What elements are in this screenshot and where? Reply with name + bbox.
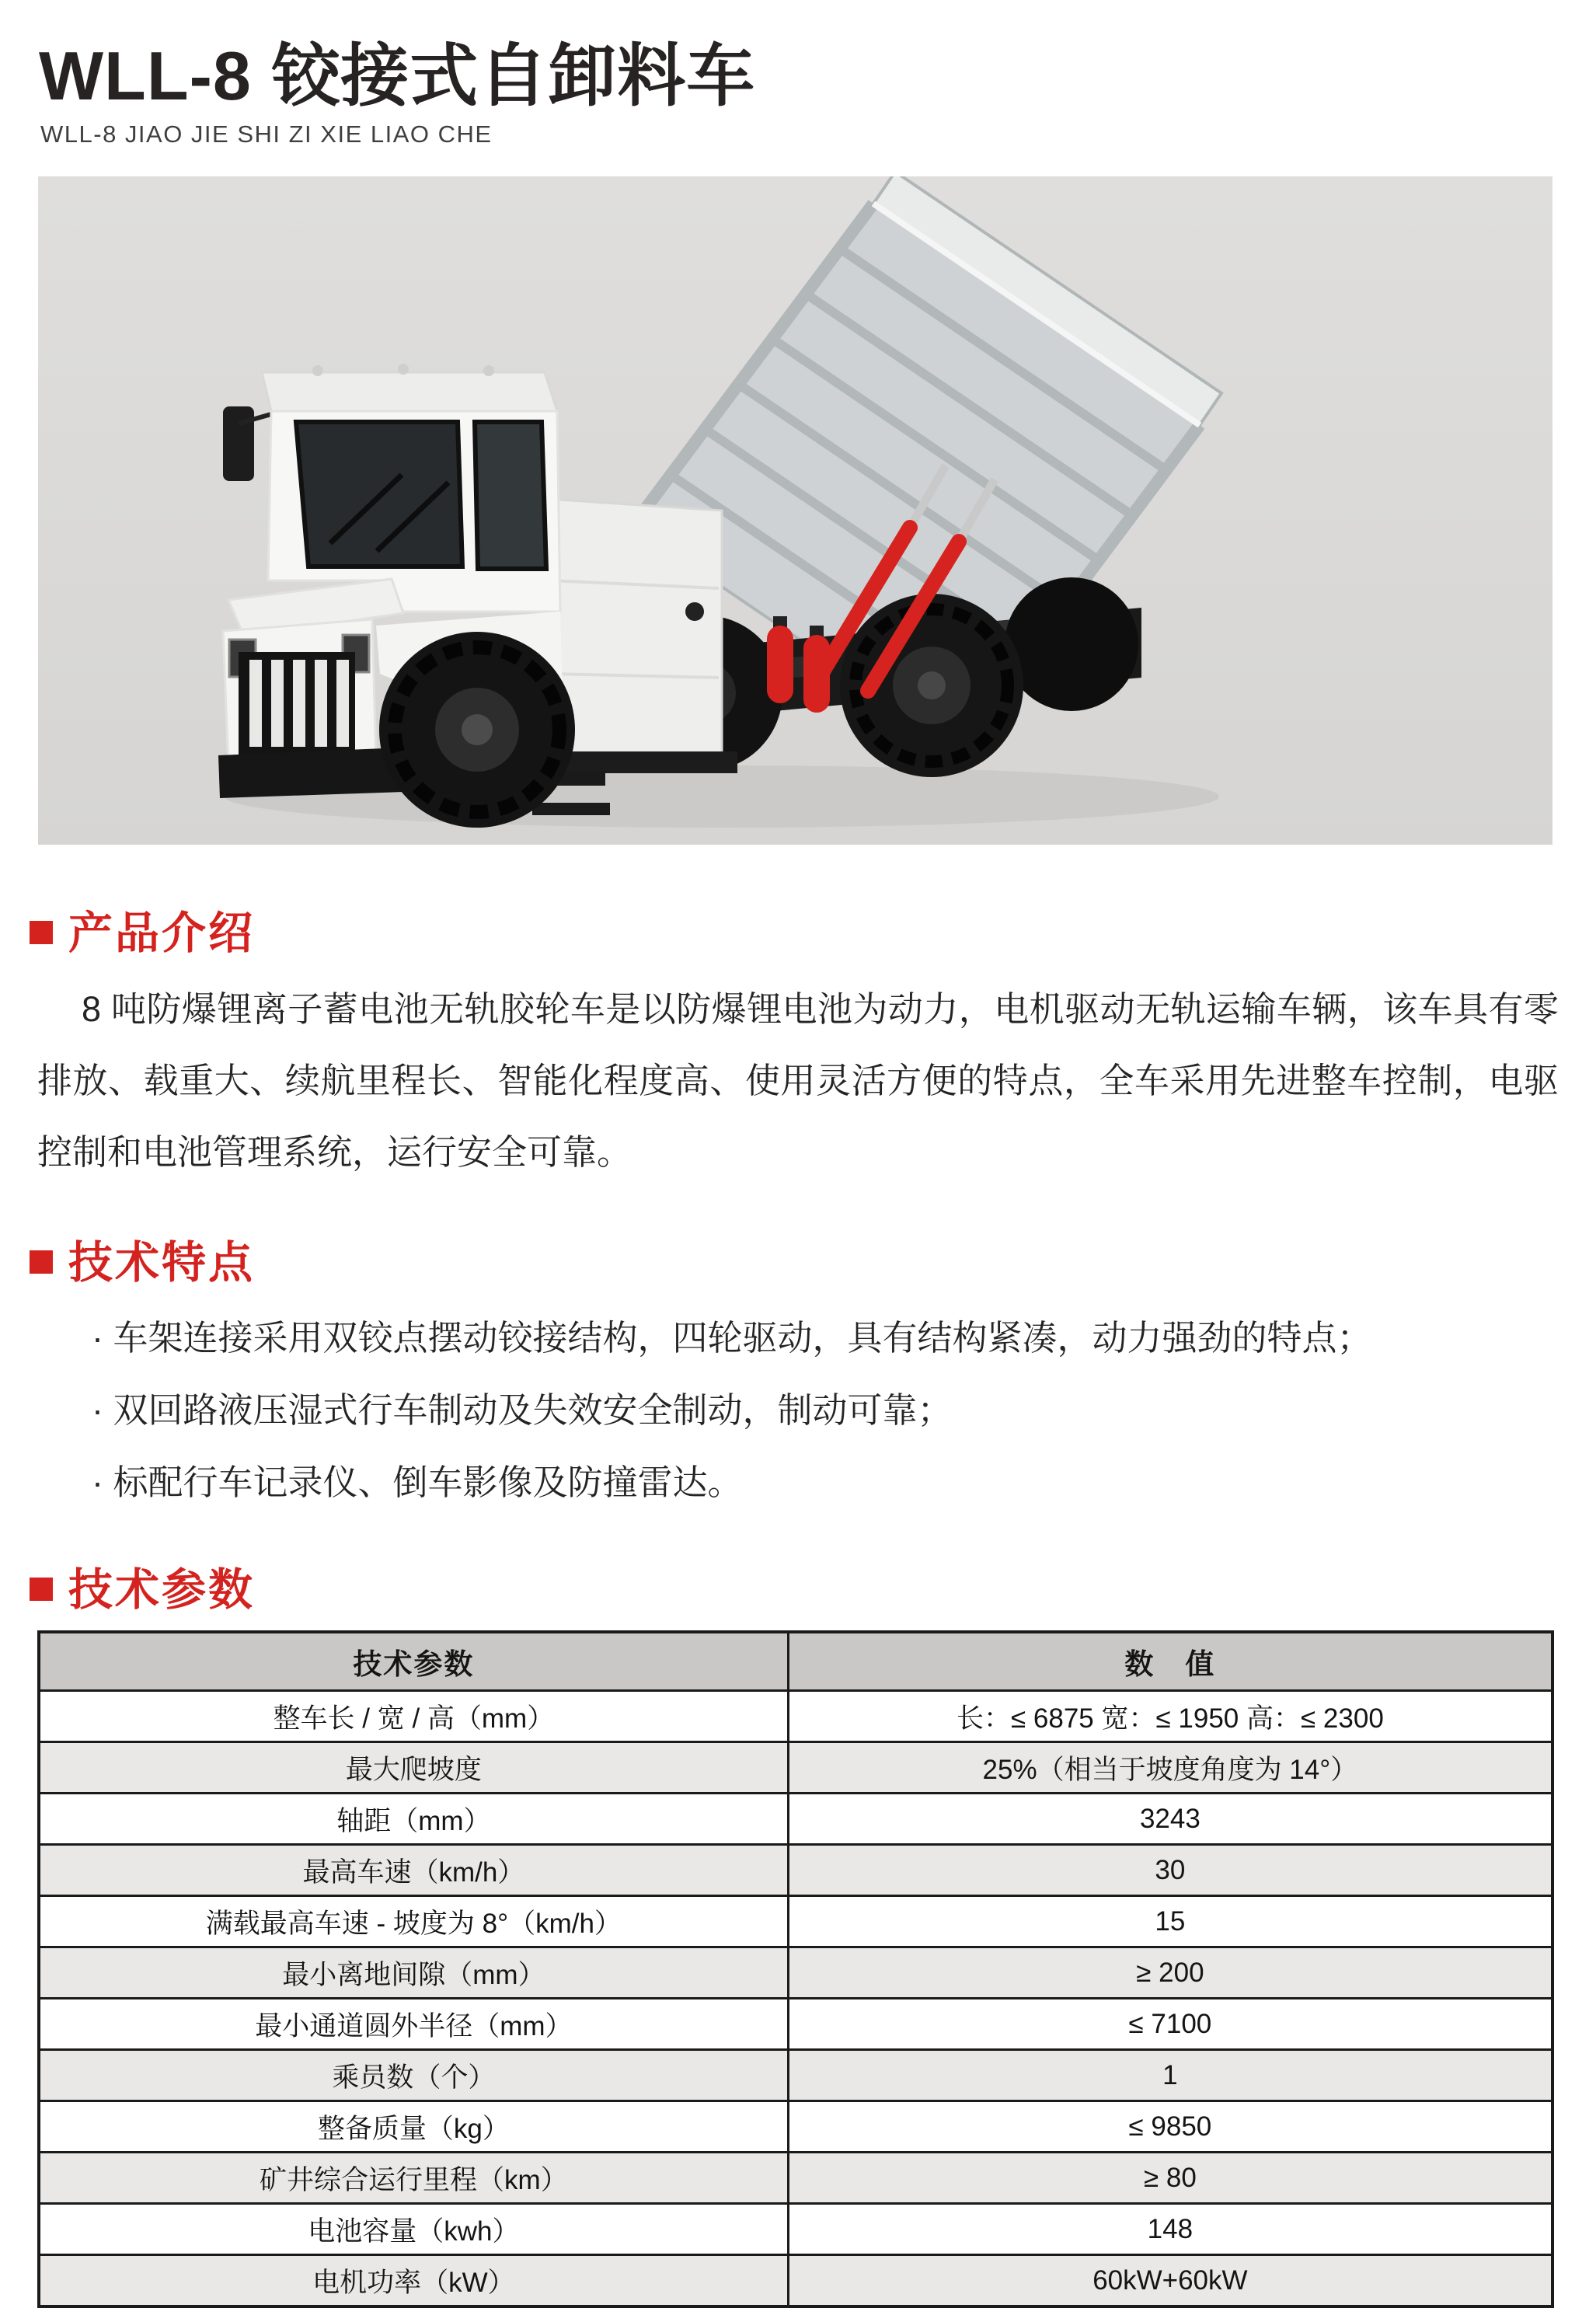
- table-header-row: [39, 1632, 1552, 1691]
- spec-value: 148: [788, 2204, 1552, 2255]
- spec-label: 最小通道圆外半径（mm）: [39, 1999, 788, 2050]
- spec-value: 30: [788, 1845, 1552, 1896]
- product-photo: [38, 176, 1552, 845]
- spec-row: [39, 2153, 1552, 2204]
- spec-label: 最小离地间隙（mm）: [39, 1947, 788, 1999]
- spec-row: [39, 1794, 1552, 1845]
- spec-sheet-page: [0, 39, 1596, 2308]
- page-title: WLL-8 铰接式自卸料车: [39, 37, 756, 114]
- spec-row: [39, 2255, 1552, 2307]
- spec-value: 15: [788, 1896, 1552, 1947]
- spec-row: [39, 1999, 1552, 2050]
- spec-value: 长：≤ 6875 宽：≤ 1950 高：≤ 2300: [788, 1691, 1552, 1742]
- spec-row: [39, 1947, 1552, 1999]
- spec-label: 轴距（mm）: [39, 1794, 788, 1845]
- door-window: [475, 422, 546, 569]
- red-square-bullet: [30, 921, 53, 944]
- spec-value: 25%（相当于坡度角度为 14°）: [788, 1742, 1552, 1794]
- spec-value: ≤ 9850: [788, 2101, 1552, 2153]
- specs-heading: 技术参数: [68, 1565, 255, 1616]
- truck-illustration: [38, 176, 1552, 845]
- spec-value: 3243: [788, 1794, 1552, 1845]
- spec-label: 矿井综合运行里程（km）: [39, 2153, 788, 2204]
- col-header-parameter: 技术参数: [39, 1632, 788, 1691]
- spec-row: [39, 1845, 1552, 1896]
- features-heading: 技术特点: [68, 1238, 255, 1288]
- section-heading-features: [30, 1227, 1596, 1291]
- intro-paragraph: 8 吨防爆锂离子蓄电池无轨胶轮车是以防爆锂电池为动力，电机驱动无轨运输车辆，该车具有零排放、载重大、续航里程长、智能化程度高、使用灵活方便的特点，全车采用先进整车控制，电驱控制和电池管理系统，运行安全可靠。: [37, 989, 1559, 1173]
- spec-value: ≤ 7100: [788, 1999, 1552, 2050]
- red-square-bullet: [30, 1578, 53, 1601]
- spec-row: [39, 1742, 1552, 1794]
- spec-label: 最高车速（km/h）: [39, 1845, 788, 1896]
- section-heading-specs: [30, 1554, 1596, 1618]
- spec-label: 满载最高车速 - 坡度为 8°（km/h）: [39, 1896, 788, 1947]
- feature-item: · 双回路液压湿式行车制动及失效安全制动，制动可靠；: [92, 1390, 953, 1431]
- side-mirror: [223, 406, 254, 481]
- spec-value: ≥ 200: [788, 1947, 1552, 1999]
- spec-value: ≥ 80: [788, 2153, 1552, 2204]
- red-square-bullet: [30, 1250, 53, 1274]
- spec-row: [39, 2050, 1552, 2101]
- intro-heading: 产品介绍: [68, 908, 255, 959]
- feature-item: · 车架连接采用双铰点摆动铰接结构，四轮驱动，具有结构紧凑，动力强劲的特点；: [92, 1318, 1372, 1358]
- col-header-value: 数 值: [788, 1632, 1552, 1691]
- front-bumper: [218, 748, 405, 798]
- spec-value: 1: [788, 2050, 1552, 2101]
- page-subtitle: WLL-8 JIAO JIE SHI ZI XIE LIAO CHE: [40, 120, 493, 148]
- section-heading-intro: [30, 898, 1596, 961]
- front-wheel: [379, 632, 575, 828]
- spec-label: 整备质量（kg）: [39, 2101, 788, 2153]
- spec-row: [39, 1691, 1552, 1742]
- spec-row: [39, 2204, 1552, 2255]
- spec-value: 60kW+60kW: [788, 2255, 1552, 2307]
- rear-right-wheel: [1005, 577, 1138, 711]
- feature-list: [0, 1302, 1596, 1518]
- spec-label: 乘员数（个）: [39, 2050, 788, 2101]
- spec-label: 电机功率（kW）: [39, 2255, 788, 2307]
- spec-label: 最大爬坡度: [39, 1742, 788, 1794]
- spec-table: [37, 1630, 1554, 2308]
- spec-label: 电池容量（kwh）: [39, 2204, 788, 2255]
- spec-row: [39, 1896, 1552, 1947]
- feature-item: · 标配行车记录仪、倒车影像及防撞雷达。: [92, 1463, 743, 1503]
- spec-row: [39, 2101, 1552, 2153]
- spec-label: 整车长 / 宽 / 高（mm）: [39, 1691, 788, 1742]
